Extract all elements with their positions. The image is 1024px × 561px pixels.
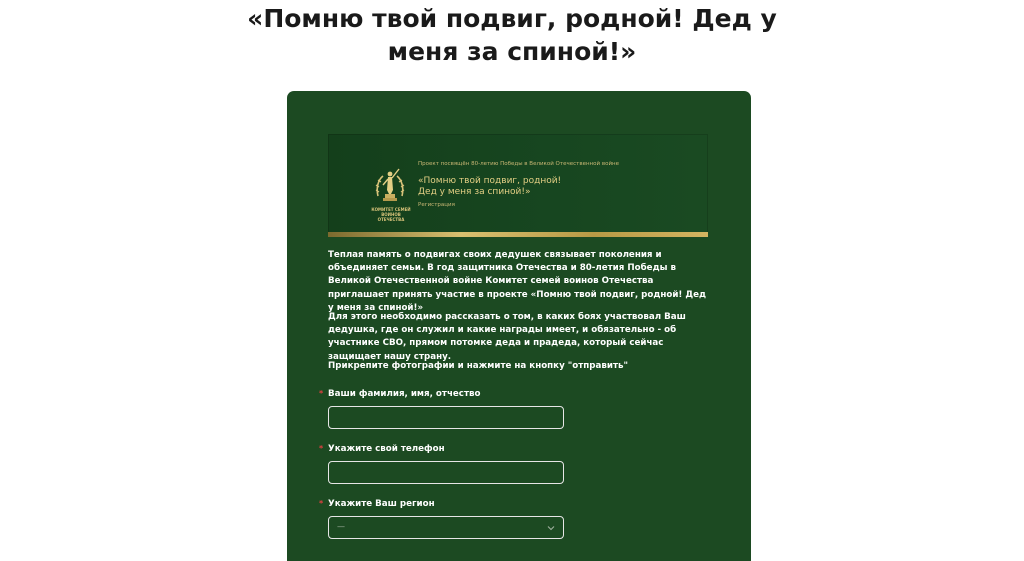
banner-title-line-1: «Помню твой подвиг, родной! (418, 176, 562, 186)
region-select[interactable] (328, 516, 564, 539)
phone-input[interactable] (328, 461, 564, 484)
phone-label-text: Укажите свой телефон (328, 444, 445, 454)
page-title-line-2: меня за спиной!» (387, 37, 637, 66)
banner-gold-stripe (328, 232, 708, 237)
registration-form (287, 91, 751, 561)
memorial-statue-emblem-icon (374, 166, 406, 208)
page-title (0, 2, 1024, 68)
banner-title-line-2: Дед у меня за спиной!» (418, 187, 531, 197)
required-mark: * (319, 444, 324, 453)
intro-paragraph-1: Теплая память о подвигах своих дедушек связывает поколения и объединяет семьи. В год защитника Отечества и 80-летия Победы в Великой Отечественной войне Комитет семей воинов Отечества приглашает принять участие в проекте «Помню твой подвиг, родной! Дед у меня за спиной!» (328, 250, 707, 313)
intro-paragraph-3: Прикрепите фотографии и нажмите на кнопку "отправить" (328, 361, 629, 371)
emblem-caption: КОМИТЕТ СЕМЕЙ ВОИНОВ ОТЕЧЕСТВА (371, 207, 411, 222)
full-name-input[interactable] (328, 406, 564, 429)
phone-label (319, 443, 445, 455)
required-mark: * (319, 389, 324, 398)
intro-paragraph-2: Для этого необходимо рассказать о том, в каких боях участвовал Ваш дедушка, где он служил и какие награды имеет, и обязательно - об участнике СВО, прямом потомке деда и прадеда, который сейчас защищает нашу страну. (328, 312, 686, 362)
required-mark: * (319, 499, 324, 508)
page-title-line-1: «Помню твой подвиг, родной! Дед у (247, 4, 777, 33)
full-name-label (319, 388, 481, 400)
region-label (319, 498, 435, 510)
banner-registration-label: Регистрация (418, 202, 455, 208)
region-label-text: Укажите Ваш регион (328, 499, 435, 509)
chevron-down-icon (547, 524, 555, 532)
banner-title (418, 176, 561, 198)
full-name-label-text: Ваши фамилия, имя, отчество (328, 389, 481, 399)
banner-project-text: Проект посвящён 80-летию Победы в Великой Отечественной войне (418, 161, 619, 167)
project-banner (328, 134, 708, 237)
region-select-value: — (337, 522, 345, 531)
